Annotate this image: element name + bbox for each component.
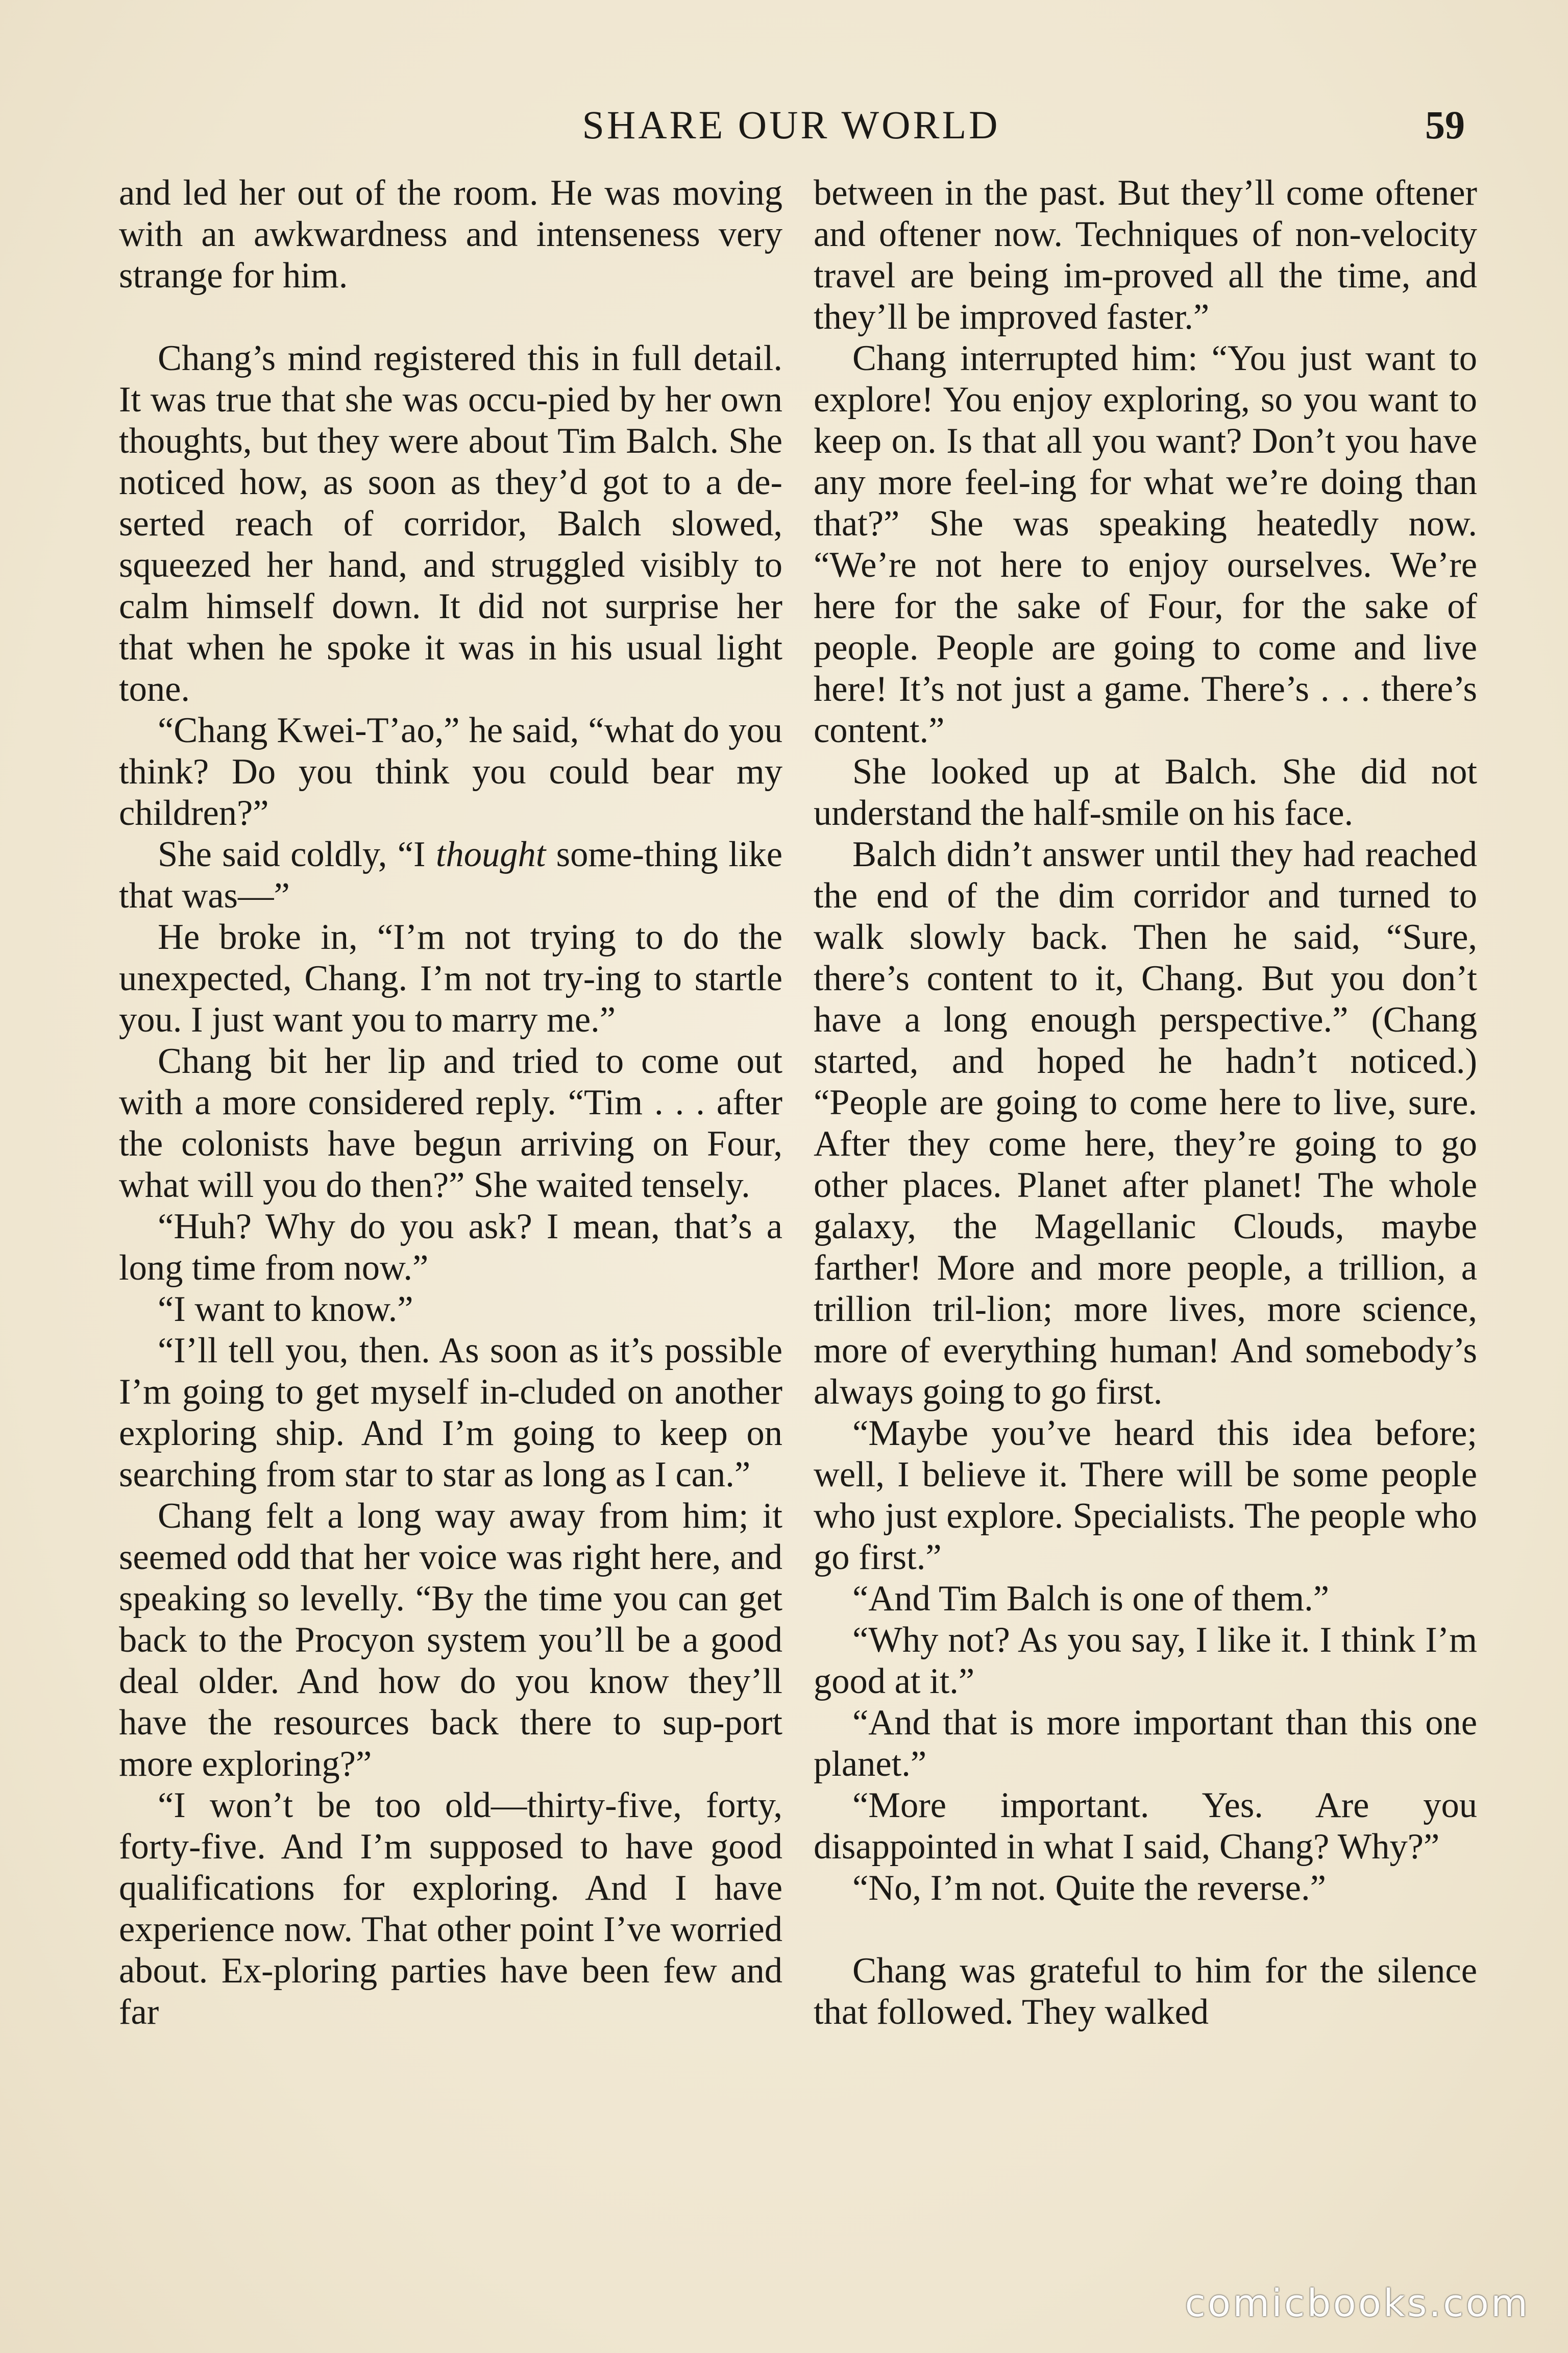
paragraph: Chang was grateful to him for the silence that followed. They walked <box>814 1951 1477 2032</box>
text-column-left <box>119 173 782 2033</box>
paragraph: “I won’t be too old—thirty-five, forty, forty-five. And I’m supposed to have good qualifications for exploring. And I have experience now. That other point I’ve worried about. Ex-ploring parties have been few and far <box>119 1785 782 2032</box>
paragraph: Chang felt a long way away from him; it seemed odd that her voice was right here, and speaking so levelly. “By the time you can get back to the Procyon system you’ll be a good deal older. And how do you know they’ll have the resources back there to sup-port more exploring?” <box>119 1496 782 1784</box>
paragraph: “And that is more important than this one planet.” <box>814 1703 1477 1784</box>
paragraph: She said coldly, “I thought some-thing like that was—” <box>119 835 782 916</box>
paragraph: “Chang Kwei-T’ao,” he said, “what do you think? Do you think you could bear my children?” <box>119 710 782 833</box>
paragraph: “Huh? Why do you ask? I mean, that’s a long time from now.” <box>119 1207 782 1288</box>
paragraph: “I’ll tell you, then. As soon as it’s possible I’m going to get myself in-cluded on another exploring ship. And I’m going to keep on searching from star to star as long as I can.” <box>119 1331 782 1494</box>
paragraph: and led her out of the room. He was moving with an awkwardness and intenseness very strange for him. <box>119 173 782 296</box>
paragraph: “More important. Yes. Are you disappointed in what I said, Chang? Why?” <box>814 1785 1477 1867</box>
paragraph: between in the past. But they’ll come oftener and oftener now. Techniques of non-velocity travel are being im-proved all the time, and they’ll be improved faster.” <box>814 173 1477 337</box>
paragraph: Chang bit her lip and tried to come out with a more considered reply. “Tim . . . after the colonists have begun arriving on Four, what will you do then?” She waited tensely. <box>119 1041 782 1205</box>
paragraph: He broke in, “I’m not trying to do the unexpected, Chang. I’m not try-ing to startle you. I just want you to marry me.” <box>119 917 782 1040</box>
paragraph: Balch didn’t answer until they had reached the end of the dim corridor and turned to walk slowly back. Then he said, “Sure, there’s content to it, Chang. But you don’t have a long enough perspective.” (Chang started, and hoped he hadn’t noticed.) “People are going to come here to live, sure. After they come here, they’re going to go other places. Planet after planet! The whole galaxy, the Magellanic Clouds, maybe farther! More and more people, a trillion, a trillion tril-lion; more lives, more science, more of everything human! And somebody’s always going to go first. <box>814 835 1477 1412</box>
page-header <box>117 97 1465 153</box>
paragraph: “No, I’m not. Quite the reverse.” <box>852 1868 1326 1908</box>
paragraph: “Why not? As you say, I like it. I think I’m good at it.” <box>814 1620 1477 1701</box>
page-number: 59 <box>1425 103 1465 147</box>
paragraph: “And Tim Balch is one of them.” <box>852 1579 1330 1619</box>
paragraph: “I want to know.” <box>158 1289 413 1329</box>
watermark-logo: comicbooks.com <box>1185 2282 1530 2325</box>
paragraph: She looked up at Balch. She did not understand the half-smile on his face. <box>814 752 1477 833</box>
paragraph: Chang interrupted him: “You just want to explore! You enjoy exploring, so you want to keep on. Is that all you want? Don’t you have any more feel-ing for what we’re doing than that?” She was speaking heatedly now. “We’re not here to enjoy ourselves. We’re here for the sake of Four, for the sake of people. People are going to come and live here! It’s not just a game. There’s . . . there’s content.” <box>814 338 1477 750</box>
running-title: SHARE OUR WORLD <box>582 103 1000 147</box>
text-column-right <box>814 173 1477 2033</box>
paragraph: Chang’s mind registered this in full detail. It was true that she was occu-pied by her own thoughts, but they were about Tim Balch. She noticed how, as soon as they’d got to a de-serted reach of corridor, Balch slowed, squeezed her hand, and struggled visibly to calm himself down. It did not surprise her that when he spoke it was in his usual light tone. <box>119 338 782 709</box>
paragraph: “Maybe you’ve heard this idea before; well, I believe it. There will be some people who just explore. Specialists. The people who go first.” <box>814 1413 1477 1577</box>
